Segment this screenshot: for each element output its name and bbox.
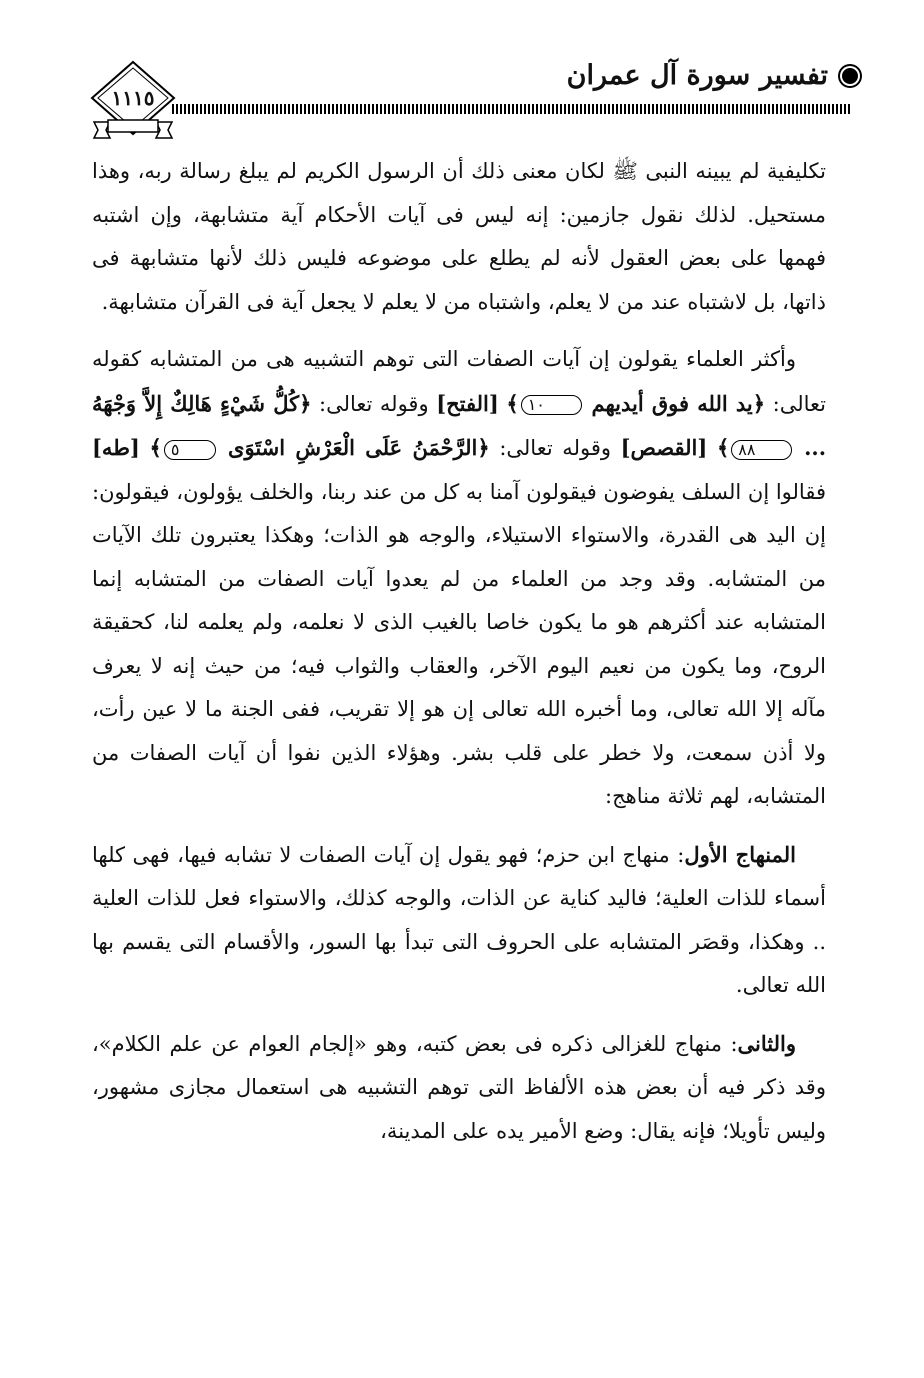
paragraph-2-text-d: فقالوا إن السلف يفوضون فيقولون آمنا به كل من عند ربنا، والخلف يؤولون، فيقولون: إن اليد هى القدرة، والاستواء الاستيلاء، والوجه هو الذات؛ وهكذا يعتبرون تلك الآيات من المتشابه. وقد وجد من العلماء من لم يعدوا آيات الصفات من المتشابه إنما المتشابه عند أكثرهم هو ما يكون خاصا بالغيب الذى لا نعلمه، ولم يعلمه لنا، كحقيقة الروح، وما يكون من نعيم اليوم الآخر، والعقاب والثواب فيه؛ من حيث إنه لا يعرف مآله إلا الله تعالى، وما أخبره الله تعالى إن هو إلا تقريب، ففى الجنة ما لا عين رأت، ولا أذن سمعت، ولا خطر على قلب بشر. وهؤلاء الذين نفوا أن آيات الصفات من المتشابه، لهم ثلاثة مناهج: (92, 479, 826, 808)
paragraph-2-text-c: وقوله تعالى: (489, 436, 621, 460)
paragraph-3 (92, 833, 826, 1008)
quran-verse-3: ﴿الرَّحْمَنُ عَلَى الْعَرْشِ اسْتَوَى (228, 435, 490, 460)
method-2-label: والثانى (737, 1030, 796, 1056)
flower-ornament-icon (842, 68, 858, 84)
method-1-text: : منهاج ابن حزم؛ فهو يقول إن آيات الصفات لا تشابه فيها، فهى كلها أسماء للذات العلية؛ فاليد كناية عن الذات، والوجه كذلك، والاستواء فعل للذات العلية .. وهكذا، وقصَر المتشابه على الحروف التى تبدأ بها السور، والأقسام التى يقسم بها الله تعالى. (92, 842, 826, 997)
paragraph-2 (92, 338, 826, 819)
paragraph-2-text-b: وقوله تعالى: (311, 391, 437, 416)
paragraph-2-text-a: وأكثر العلماء يقولون إن آيات الصفات التى توهم التشبيه هى من المتشابه كقوله تعالى: (92, 347, 826, 416)
paragraph-1: تكليفية لم يبينه النبى ﷺ لكان معنى ذلك أن الرسول الكريم لم يبلغ رسالة ربه، وهذا مستحيل. لذلك نقول جازمين: إنه ليس فى آيات الأحكام آية متشابهة، وإن اشتبه فهمها على بعض العقول لأنه لم يطلع على موضوعه فليس ذلك لأنها متشابهة فى ذاتها، بل لاشتباه عند من لا يعلم، واشتباه من لا يعلم لا يجعل آية فى القرآن متشابهة. (92, 159, 826, 314)
running-title (567, 60, 858, 91)
header-rule (172, 104, 852, 114)
verse-number-1: ١٠ (521, 395, 582, 415)
surah-title: تفسير سورة آل عمران (566, 60, 828, 91)
method-1-label: المنهاج الأول (684, 841, 796, 867)
page-header (88, 52, 858, 142)
surah-ref-2: [القصص] (620, 435, 708, 460)
method-2-text: : منهاج للغزالى ذكره فى بعض كتبه، وهو «إلجام العوام عن علم الكلام»، وقد ذكر فيه أن بعض هذه الألفاظ التى توهم التشبيه هى استعمال مجازى مشهور، وليس تأويلا؛ فإنه يقال: وضع الأمير يده على المدينة، (92, 1031, 826, 1143)
surah-ref-1: [الفتح] (436, 390, 499, 416)
verse-number-2: ٨٨ (731, 440, 792, 460)
surah-ref-3: [طه] (92, 435, 140, 460)
page-number-badge (88, 60, 178, 144)
verse-number-3: ٥ (164, 440, 217, 460)
quran-verse-1-end: ﴾ (506, 390, 519, 416)
quran-verse-3-end: ﴾ (149, 435, 162, 460)
quran-verse-2: ﴿كُلُّ شَيْءٍ هَالِكٌ إِلاَّ وَجْهَهُ ... (92, 390, 827, 460)
paragraph-4 (92, 1022, 826, 1154)
quran-verse-1: ﴿يد الله فوق أيديهم (591, 390, 766, 416)
page-body (92, 150, 826, 1167)
quran-verse-2-end: ﴾ (716, 435, 730, 460)
page-number: ١١١٥ (111, 86, 155, 110)
